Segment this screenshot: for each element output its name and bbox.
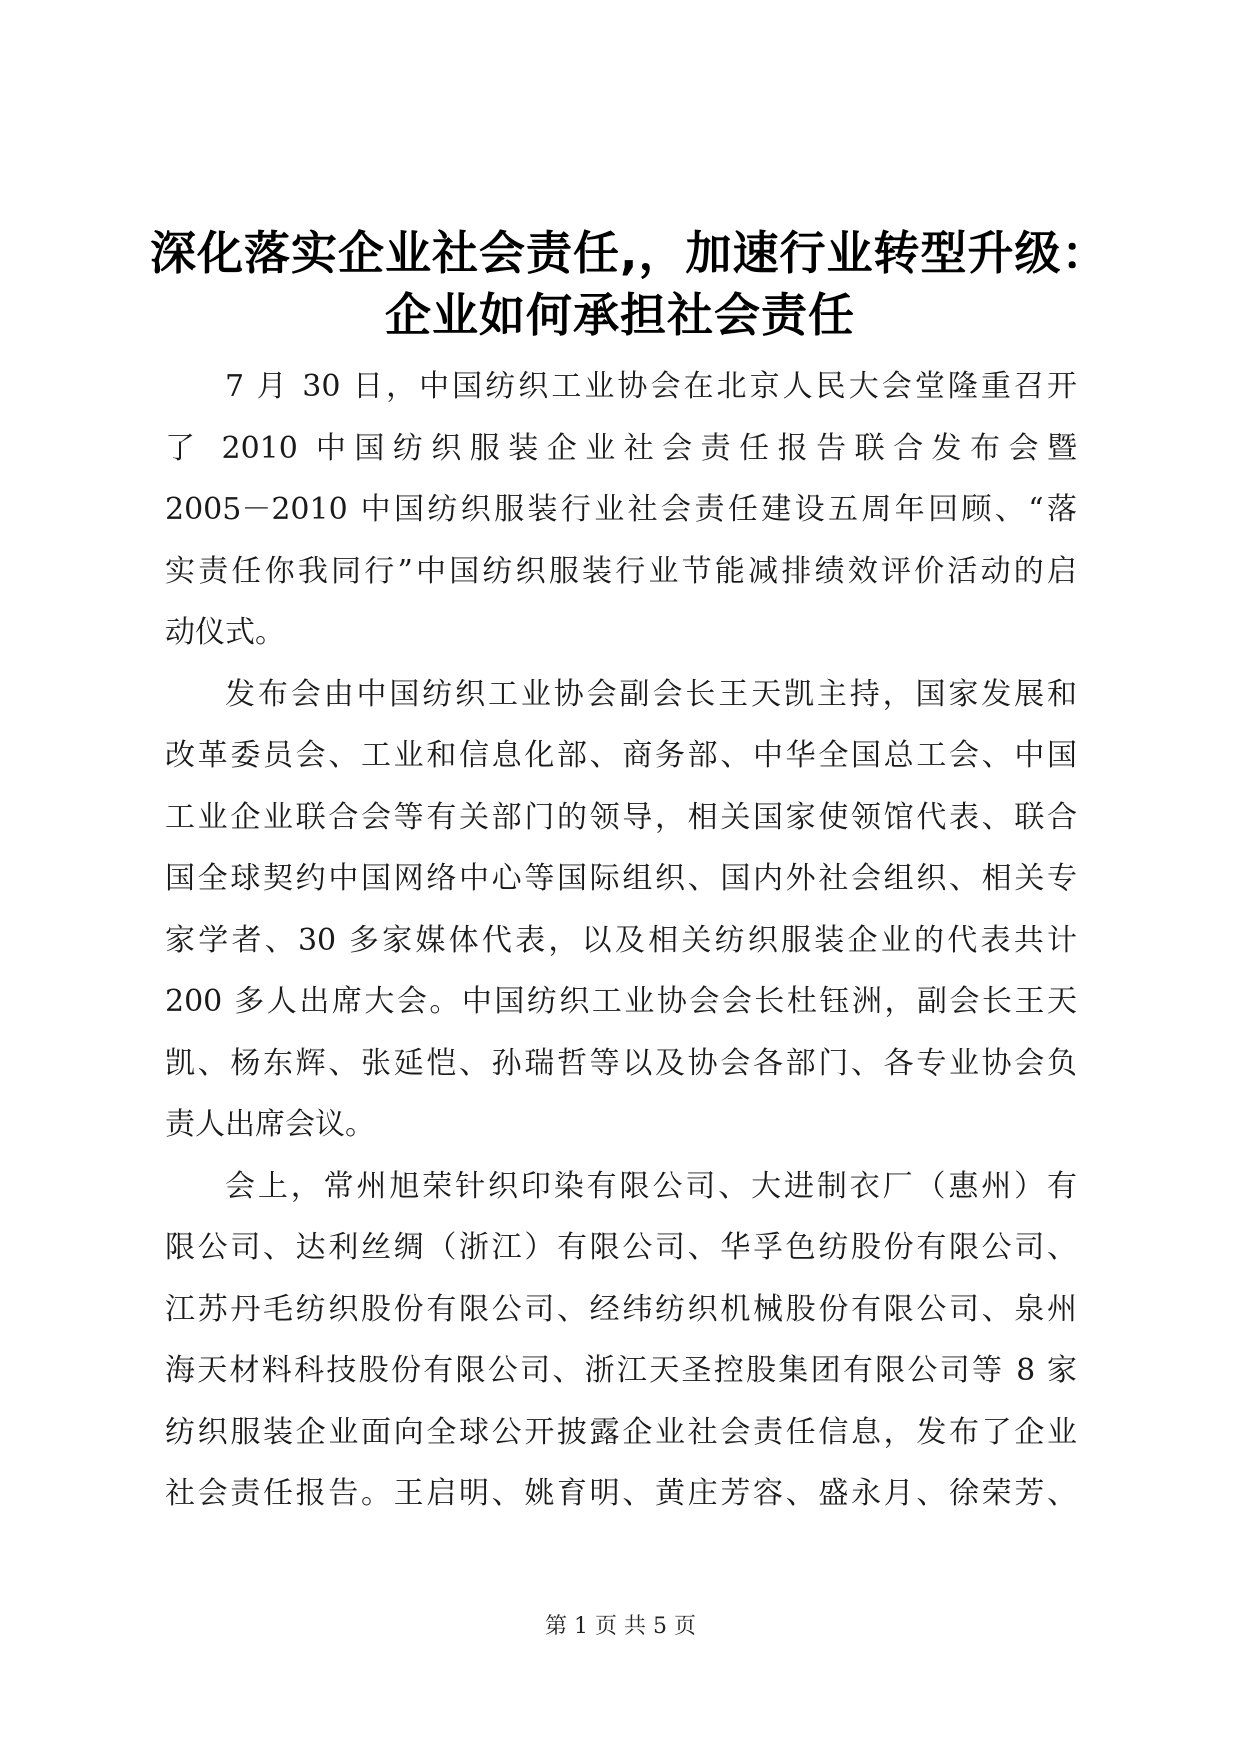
body-line: 2005－2010 中国纺织服装行业社会责任建设五周年回顾、“落 (165, 492, 1077, 527)
body-line: 工业企业联合会等有关部门的领导，相关国家使领馆代表、联合 (165, 799, 1077, 835)
body-line: 责人出席会议。 (165, 1107, 375, 1142)
body-line: 国全球契约中国网络中心等国际组织、国内外社会组织、相关专 (165, 861, 1077, 896)
body-line: 实责任你我同行”中国纺织服装行业节能减排绩效评价活动的启 (165, 553, 1077, 589)
body-line: 江苏丹毛纺织股份有限公司、经纬纺织机械股份有限公司、泉州 (165, 1291, 1077, 1327)
body-line: 凯、杨东辉、张延恺、孙瑞哲等以及协会各部门、各专业协会负 (165, 1045, 1077, 1081)
document-title (150, 222, 1109, 346)
body-line: 200 多人出席大会。中国纺织工业协会会长杜钰洲，副会长王天 (165, 984, 1077, 1019)
page-footer: 第 1 页 共 5 页 (545, 1614, 696, 1639)
body-line: 限公司、达利丝绸（浙江）有限公司、华孚色纺股份有限公司、 (165, 1230, 1077, 1265)
document-body (165, 356, 1077, 1525)
body-line: 7 月 30 日，中国纺织工业协会在北京人民大会堂隆重召开 (225, 369, 1077, 404)
title-line-2: 企业如何承担社会责任 (385, 288, 855, 342)
body-line: 纺织服装企业面向全球公开披露企业社会责任信息，发布了企业 (165, 1414, 1077, 1450)
body-line: 了 2010 中国纺织服装企业社会责任报告联合发布会暨 (165, 430, 1077, 466)
body-line: 家学者、30 多家媒体代表，以及相关纺织服装企业的代表共计 (165, 922, 1077, 958)
body-line: 改革委员会、工业和信息化部、商务部、中华全国总工会、中国 (165, 738, 1077, 773)
body-line: 发布会由中国纺织工业协会副会长王天凯主持，国家发展和 (225, 676, 1077, 712)
body-line: 社会责任报告。王启明、姚育明、黄庄芳容、盛永月、徐荣芳、 (165, 1476, 1077, 1511)
title-line-1: 深化落实企业社会责任,，加速行业转型升级： (150, 226, 1109, 280)
body-line: 海天材料科技股份有限公司、浙江天圣控股集团有限公司等 8 家 (165, 1353, 1077, 1388)
body-line: 会上，常州旭荣针织印染有限公司、大进制衣厂（惠州）有 (225, 1168, 1077, 1204)
body-line: 动仪式。 (165, 615, 285, 650)
